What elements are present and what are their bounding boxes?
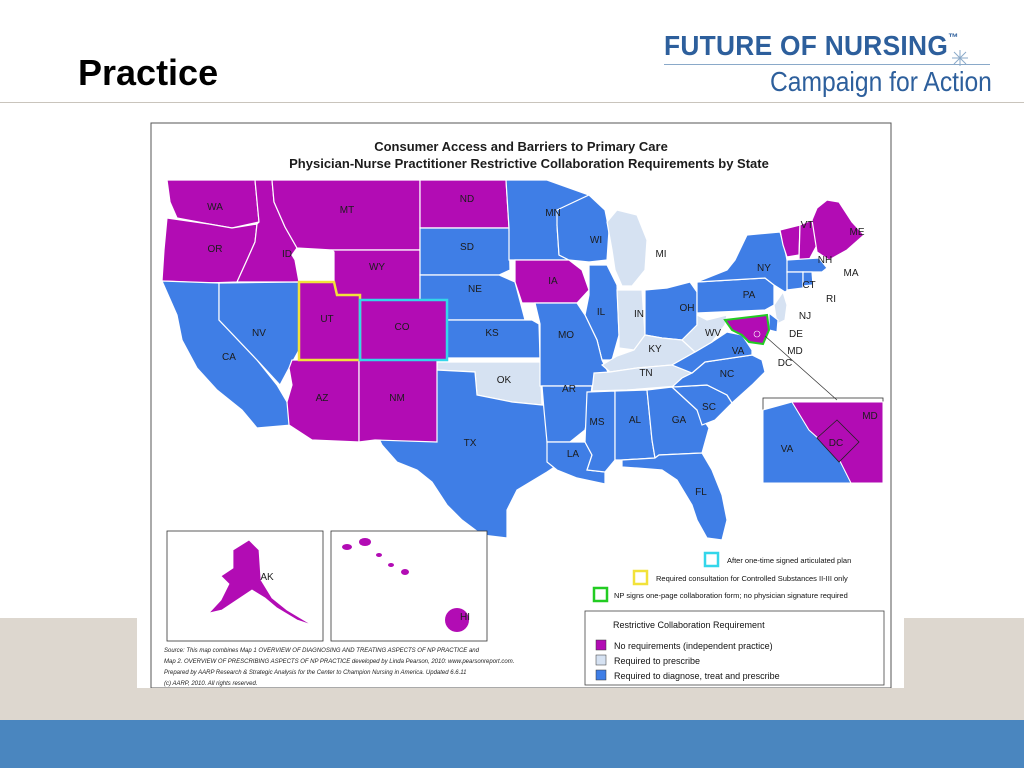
consultation-label: Required consultation for Controlled Substances II-III only [656, 574, 848, 583]
state-label-co: CO [394, 322, 410, 333]
hawaii-island [376, 553, 382, 557]
hawaii-island [401, 569, 409, 575]
state-label-fl: FL [695, 487, 707, 498]
legend-swatch-prescribe [596, 655, 606, 665]
inset-label-md: MD [862, 411, 878, 422]
state-label-ks: KS [485, 328, 499, 339]
state-label-de: DE [789, 329, 803, 340]
state-label-ut: UT [320, 314, 334, 325]
state-label-hi: HI [460, 612, 470, 623]
source-line1: Source: This map combines Map 1 OVERVIEW OF DIAGNOSING AND TREATING ASPECTS OF NP PRACTICE and [164, 648, 479, 654]
state-label-pa: PA [742, 290, 756, 301]
state-label-nm: NM [389, 393, 405, 404]
legend-swatch-diagnose [596, 670, 606, 680]
legend-label-diagnose: Required to diagnose, treat and prescribe [614, 671, 780, 681]
map-title-line1: Consumer Access and Barriers to Primary Care [374, 139, 668, 154]
state-label-ak: AK [260, 572, 274, 583]
state-label-in: IN [634, 309, 644, 320]
state-label-md: MD [787, 346, 803, 357]
state-label-mi: MI [655, 249, 667, 260]
slide-title: Practice [78, 52, 219, 93]
inset-label-dc: DC [828, 438, 844, 449]
legend-label-no-requirements: No requirements (independent practice) [614, 641, 773, 651]
state-label-wv: WV [704, 328, 722, 339]
logo-line1: FUTURE OF NURSING™ [664, 30, 959, 61]
state-ks [447, 320, 540, 358]
logo-line2: Campaign for Action [770, 66, 992, 97]
state-label-mo: MO [557, 330, 575, 341]
state-label-ia: IA [548, 276, 558, 287]
map-figure [137, 110, 904, 688]
state-label-sd: SD [460, 242, 474, 253]
state-label-nc: NC [719, 369, 735, 380]
state-label-nj: NJ [798, 311, 812, 322]
state-label-id: ID [282, 249, 292, 260]
header-divider [0, 102, 1024, 103]
legend-title: Restrictive Collaboration Requirement [613, 620, 765, 630]
inset-label-va: VA [780, 444, 794, 455]
state-label-ct: CT [802, 280, 816, 291]
logo-rule [664, 64, 990, 65]
hawaii-island [359, 538, 371, 546]
state-label-ny: NY [757, 263, 771, 274]
state-label-nd: ND [459, 194, 475, 205]
state-label-dc: DC [777, 358, 793, 369]
map-title-line2: Physician-Nurse Practitioner Restrictive Collaboration Requirements by State [289, 156, 769, 171]
future-of-nursing-logo [664, 30, 994, 100]
map-svg [137, 110, 904, 688]
state-label-ri: RI [826, 294, 836, 305]
state-label-me: ME [849, 227, 865, 238]
state-label-vt: VT [800, 220, 814, 231]
state-label-al: AL [628, 415, 642, 426]
state-label-tx: TX [463, 438, 477, 449]
state-label-nv: NV [252, 328, 266, 339]
state-label-wa: WA [207, 202, 223, 213]
state-label-ky: KY [648, 344, 662, 355]
state-label-ma: MA [843, 268, 859, 279]
logo-star-icon [952, 50, 968, 66]
articulated-plan-label: After one-time signed articulated plan [727, 556, 852, 565]
state-label-nh: NH [817, 255, 833, 266]
state-label-ar: AR [562, 384, 576, 395]
state-label-ok: OK [496, 375, 512, 386]
collaboration-form-label: NP signs one-page collaboration form; no physician signature required [614, 591, 848, 600]
legend-label-prescribe: Required to prescribe [614, 656, 701, 666]
footer-band-blue [0, 720, 1024, 768]
state-label-mt: MT [339, 205, 355, 216]
state-label-la: LA [566, 449, 580, 460]
state-label-or: OR [207, 244, 223, 255]
hawaii-island [388, 563, 394, 567]
state-label-mn: MN [545, 208, 561, 219]
state-label-ms: MS [589, 417, 605, 428]
state-pa [697, 278, 774, 313]
state-label-wy: WY [368, 262, 386, 273]
state-label-va: VA [731, 346, 745, 357]
source-line2: Map 2. OVERVIEW OF PRESCRIBING ASPECTS OF NP PRACTICE developed by Linda Pearson, 2010: www.pearsonreport.com. [164, 659, 515, 665]
state-dc [754, 331, 760, 337]
state-label-az: AZ [315, 393, 329, 404]
state-label-sc: SC [702, 402, 716, 413]
state-label-ca: CA [222, 352, 236, 363]
state-label-oh: OH [679, 303, 695, 314]
state-ct [787, 272, 803, 290]
source-line4: (c) AARP, 2010. All rights reserved. [164, 681, 258, 687]
state-label-il: IL [596, 307, 606, 318]
restriction-legend [585, 611, 884, 685]
state-label-ga: GA [671, 415, 687, 426]
state-label-wi: WI [589, 235, 603, 246]
state-label-tn: TN [639, 368, 653, 379]
state-label-ne: NE [468, 284, 482, 295]
legend-swatch-no-requirements [596, 640, 606, 650]
hawaii-island [342, 544, 352, 550]
source-line3: Prepared by AARP Research & Strategic Analysis for the Center to Champion Nursing in America. Updated 6.6.11 [164, 670, 467, 676]
